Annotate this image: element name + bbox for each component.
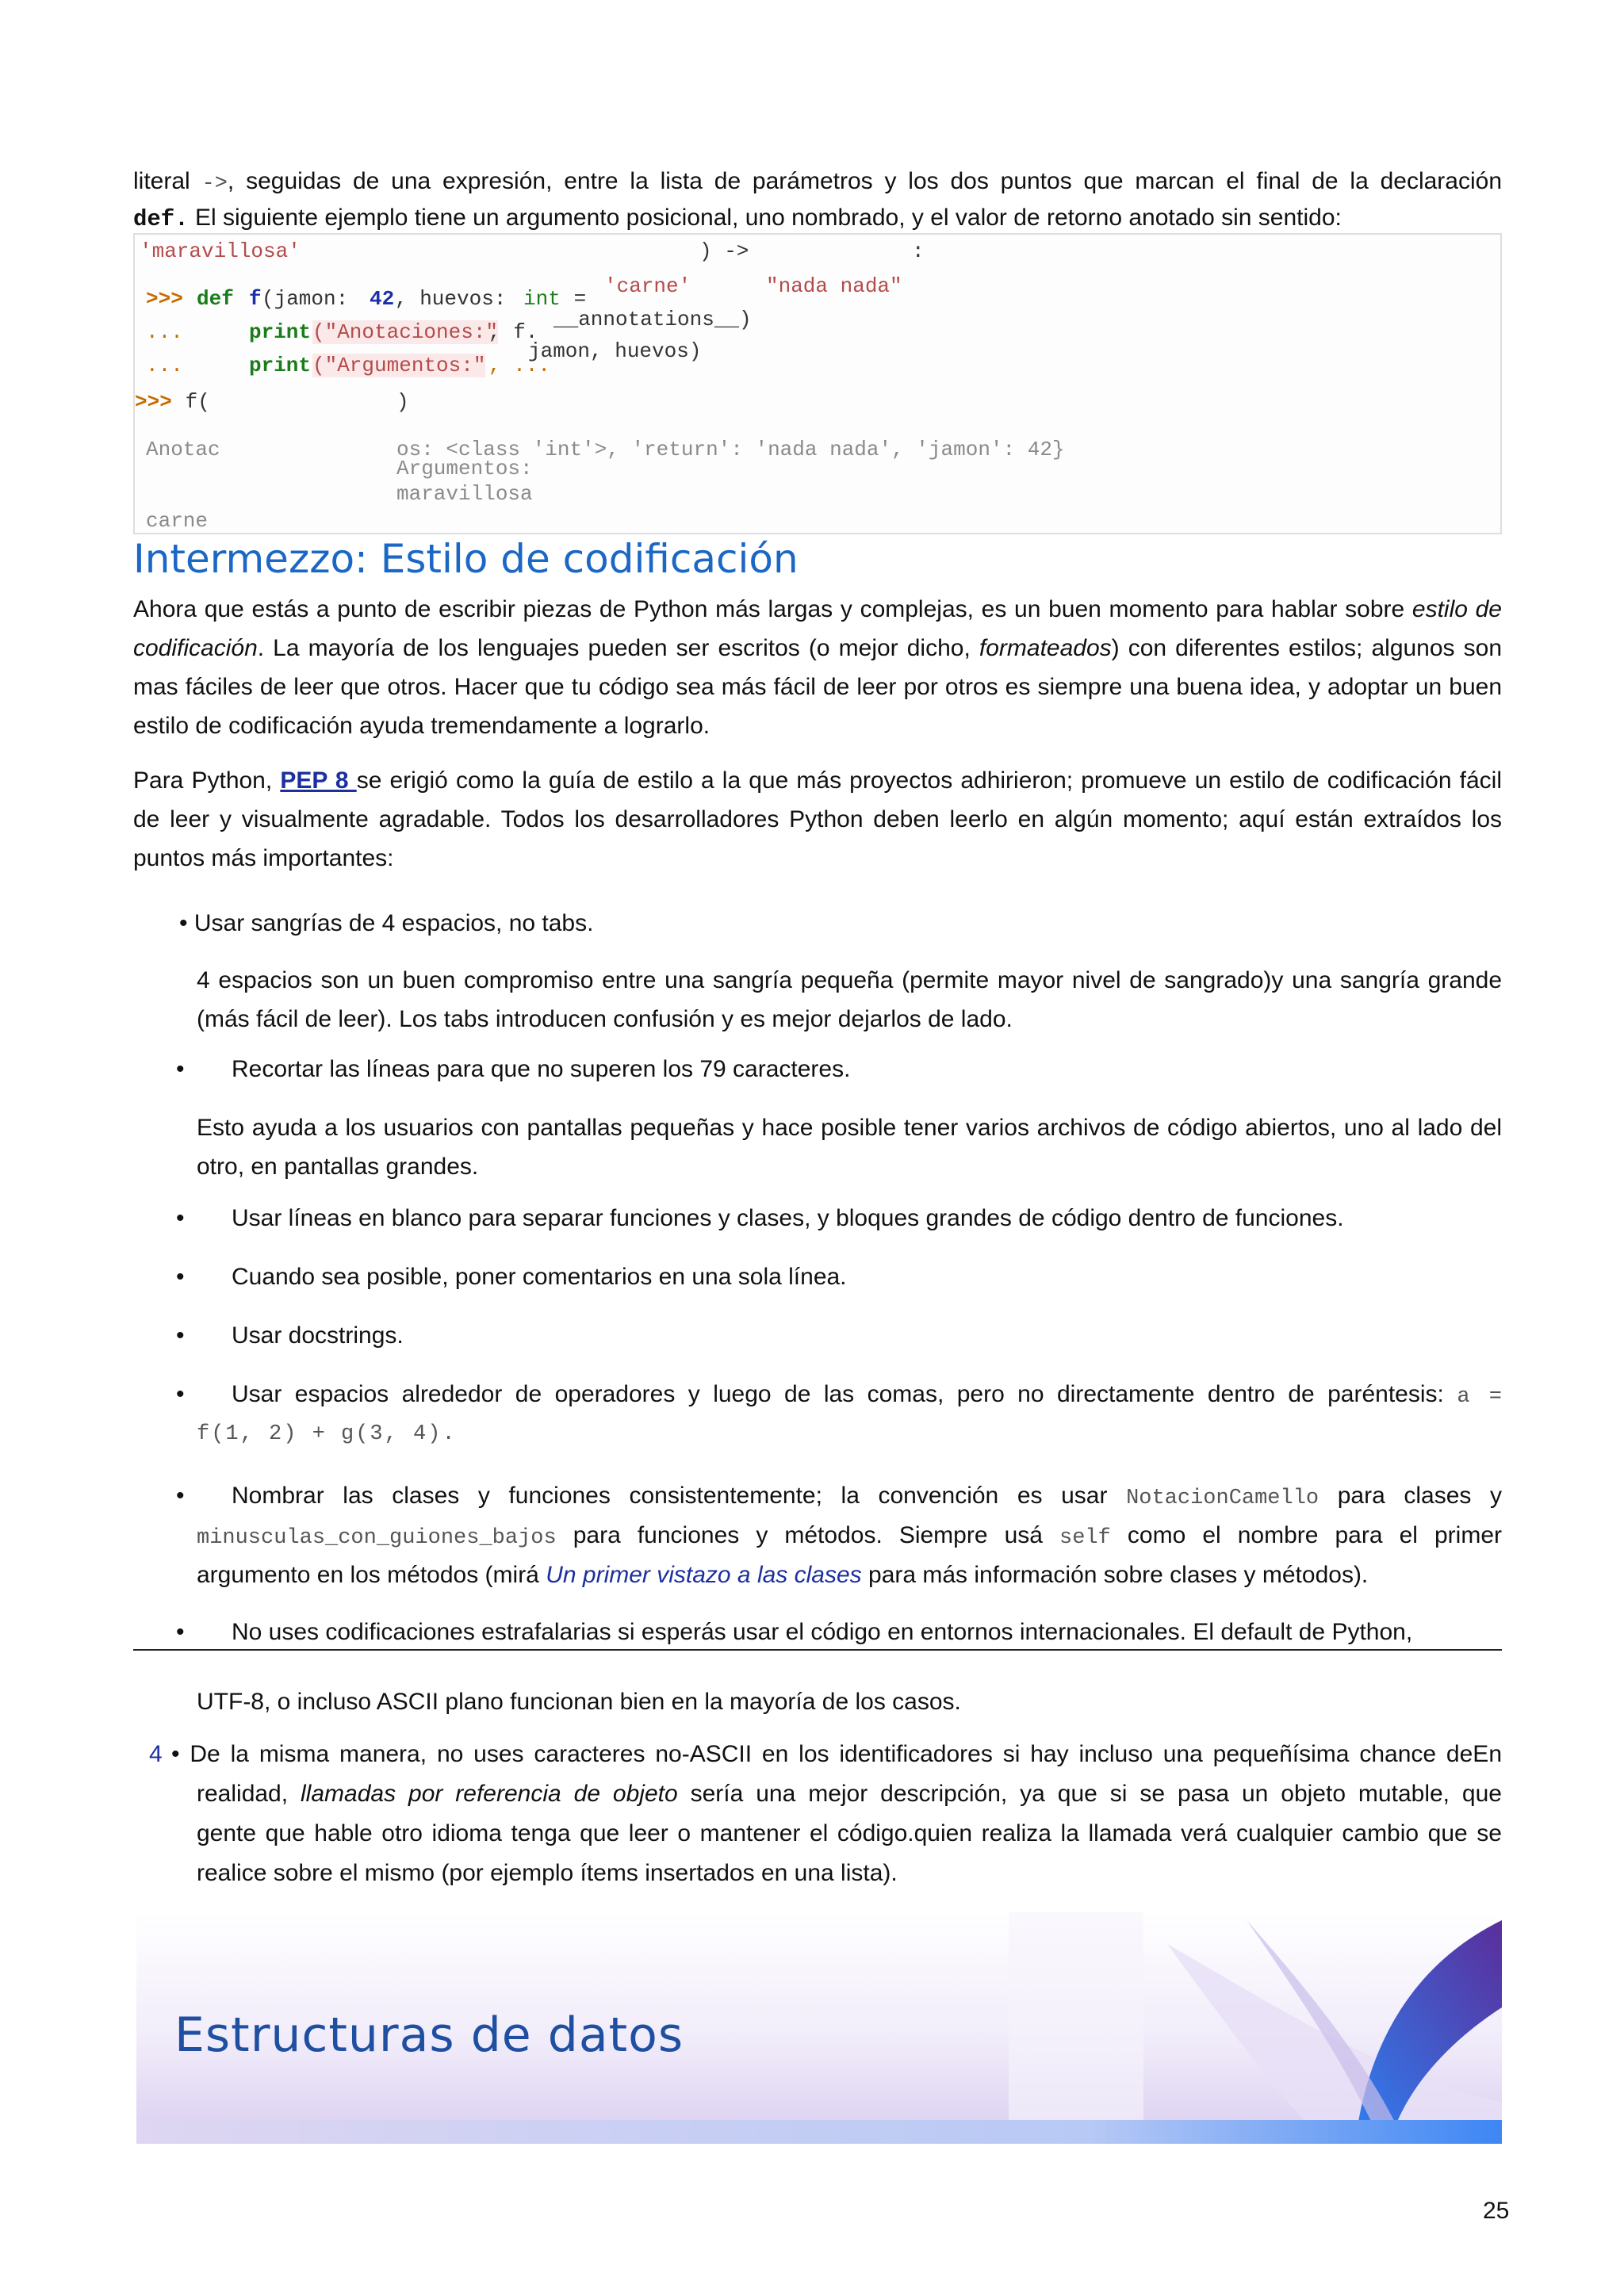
code-text: ) — [396, 390, 409, 414]
chapter-banner — [136, 1912, 1502, 2144]
text: realidad, — [197, 1781, 301, 1807]
code-text: (jamon: — [262, 287, 361, 311]
bullet-item: No uses codificaciones estrafalarias si esperás usar el código en entornos internacionales. El default de Python, — [232, 1619, 1413, 1645]
arrow-code: -> — [201, 172, 228, 196]
code-text: = — [561, 287, 587, 311]
code-output: carne — [146, 509, 209, 533]
pep8-link[interactable]: PEP 8 — [280, 767, 357, 794]
code-string: ("Argumentos:" — [312, 354, 486, 377]
code-string: 'maravillosa' — [140, 239, 301, 263]
bullet-detail: Esto ayuda a los usuarios con pantallas pequeñas y hace posible tener varios archivos de código abiertos, uno al lado del otro, en pantallas grandes. — [197, 1115, 1502, 1180]
code-string: "nada nada" — [766, 274, 902, 298]
code-string: 'carne' — [604, 274, 691, 298]
code-text: , huevos: — [395, 287, 519, 311]
bullet-item: Cuando sea posible, poner comentarios en una sola línea. — [232, 1264, 847, 1290]
text: Ahora que estás a punto de escribir piezas de Python más largas y complejas, es un buen momento para hablar sobre — [133, 596, 1412, 622]
bullet-dot: • — [176, 1205, 185, 1231]
code-output: Argumentos: — [396, 457, 533, 480]
code-text: jamon, huevos) — [528, 339, 702, 363]
bullet-dot: • — [176, 1322, 185, 1349]
code-text: , f. — [488, 320, 538, 344]
bullet-dot: • — [176, 1264, 185, 1290]
code-output: os: <class 'int'>, 'return': 'nada nada', 'jamon': 42} — [396, 438, 1065, 461]
text: Nombrar las clases y funciones consistentemente; la convención es usar — [232, 1483, 1108, 1509]
code-keyword: print — [249, 354, 312, 377]
page-number: 25 — [1483, 2198, 1510, 2224]
bullet-dot: • — [176, 1619, 185, 1645]
emphasis: llamadas por referencia de objeto — [301, 1781, 678, 1807]
bullet-dot: • — [176, 1483, 185, 1509]
inline-code: a = — [1457, 1385, 1503, 1409]
code-text: f( — [173, 390, 210, 414]
inline-code: f(1, 2) + g(3, 4). — [197, 1422, 457, 1446]
code-text: , ... — [488, 354, 551, 377]
text: para funciones y métodos. Siempre usá — [573, 1522, 1043, 1548]
bullet-item — [232, 1381, 1502, 1409]
emphasis: estilo de codificación — [133, 596, 1502, 661]
code-keyword: print — [249, 320, 312, 344]
code-number: 42 — [370, 287, 395, 311]
bullet-item-cont — [197, 1562, 1368, 1589]
bullet-item-cont: realice sobre el mismo (por ejemplo ítems insertados en una lista). — [197, 1860, 898, 1886]
text: ) con diferentes estilos; algunos son mas fáciles de leer que otros. Hacer que tu código sea más fácil de leer por otros es siempre una buena idea, y adoptar un buen estilo de codificación ayuda tremendamente a lograrlo. — [133, 635, 1503, 739]
text: como el nombre para el primer — [1127, 1522, 1502, 1548]
text: Usar espacios alrededor de operadores y luego de las comas, pero no directamente dentro de paréntesis: — [232, 1381, 1444, 1407]
text: se erigió como la guía de estilo a la que más proyectos adhirieron; promueve un estilo de codificación fácil de leer y visualmente agradable. Todos los desarrolladores Python deben leerlo en algún momento; aquí están extraídos los puntos más importantes: — [133, 767, 1502, 871]
intro-line-2 — [133, 205, 1502, 232]
inline-code: minusculas_con_guiones_bajos — [197, 1526, 557, 1550]
bullet-item-cont — [197, 1781, 1502, 1808]
code-function: f — [249, 287, 262, 311]
inline-code: NotacionCamello — [1126, 1487, 1320, 1510]
code-prompt: >>> — [146, 287, 183, 311]
bullet-item-cont: gente que hable otro idioma tenga que leer o mantener el código.quien realiza la llamada verá cualquier cambio que se — [197, 1820, 1502, 1846]
inline-code: self — [1059, 1526, 1111, 1550]
bullet-item: Usar docstrings. — [232, 1322, 404, 1349]
code-continuation: ... — [146, 320, 183, 344]
code-string: ("Anotaciones:" — [312, 320, 499, 344]
intro-text: , seguidas de una expresión, entre la lista de parámetros y los dos puntos que marcan el final de la declaración — [227, 168, 1503, 194]
bullet-dot: • — [176, 1056, 185, 1082]
section-heading: Intermezzo: Estilo de codificación — [133, 536, 799, 582]
code-text: __annotations__) — [553, 308, 752, 331]
intro-text: literal — [133, 168, 202, 194]
bullet-item — [232, 1483, 1502, 1510]
bullet-detail: 4 espacios son un buen compromiso entre una sangría pequeña (permite mayor nivel de sangrado)y una sangría grande (más fácil de leer). Los tabs introducen confusión y es mejor dejarlos de lado. — [197, 967, 1502, 1032]
classes-link[interactable]: Un primer vistazo a las clases — [546, 1562, 862, 1588]
intro-text: El siguiente ejemplo tiene un argumento posicional, uno nombrado, y el valor de retorno anotado sin sentido: — [188, 205, 1342, 231]
code-continuation: ... — [146, 354, 183, 377]
text: . La mayoría de los lenguajes pueden ser escritos (o mejor dicho, — [257, 635, 979, 661]
paragraph — [133, 590, 1502, 745]
intro-line-1 — [133, 168, 1502, 196]
emphasis: formateados — [979, 635, 1112, 661]
text: para clases y — [1337, 1483, 1502, 1509]
text: para más información sobre clases y métodos). — [861, 1562, 1369, 1588]
footnote-number[interactable]: 4 — [149, 1741, 163, 1767]
def-code: def. — [133, 206, 189, 232]
separator-line — [133, 1649, 1502, 1651]
code-text: : — [912, 239, 925, 263]
bullet-detail: UTF-8, o incluso ASCII plano funcionan bien en la mayoría de los casos. — [197, 1689, 961, 1715]
code-output: maravillosa — [396, 482, 533, 506]
code-output: Anotac — [146, 438, 220, 461]
code-text: ) -> — [699, 239, 749, 263]
bullet-item: Recortar las líneas para que no superen los 79 caracteres. — [232, 1056, 851, 1082]
bullet-item: • De la misma manera, no uses caracteres no-ASCII en los identificadores si hay incluso una pequeñísima chance deEn — [171, 1741, 1502, 1767]
code-keyword: def — [197, 287, 234, 311]
bullet-item: Usar líneas en blanco para separar funciones y clases, y bloques grandes de código dentro de funciones. — [232, 1205, 1344, 1231]
code-block — [133, 233, 1502, 534]
code-type: int — [523, 287, 561, 311]
text: Para Python, — [133, 767, 281, 794]
text: sería una mejor descripción, ya que si se pasa un objeto mutable, que — [677, 1781, 1502, 1807]
text: argumento en los métodos (mirá — [197, 1562, 546, 1588]
chapter-title: Estructuras de datos — [174, 2007, 684, 2063]
paragraph — [133, 761, 1502, 878]
code-prompt: >>> — [135, 390, 172, 414]
bullet-dot: • — [176, 1381, 185, 1407]
bullet-item: • Usar sangrías de 4 espacios, no tabs. — [179, 910, 594, 936]
bullet-item-cont — [197, 1522, 1502, 1550]
